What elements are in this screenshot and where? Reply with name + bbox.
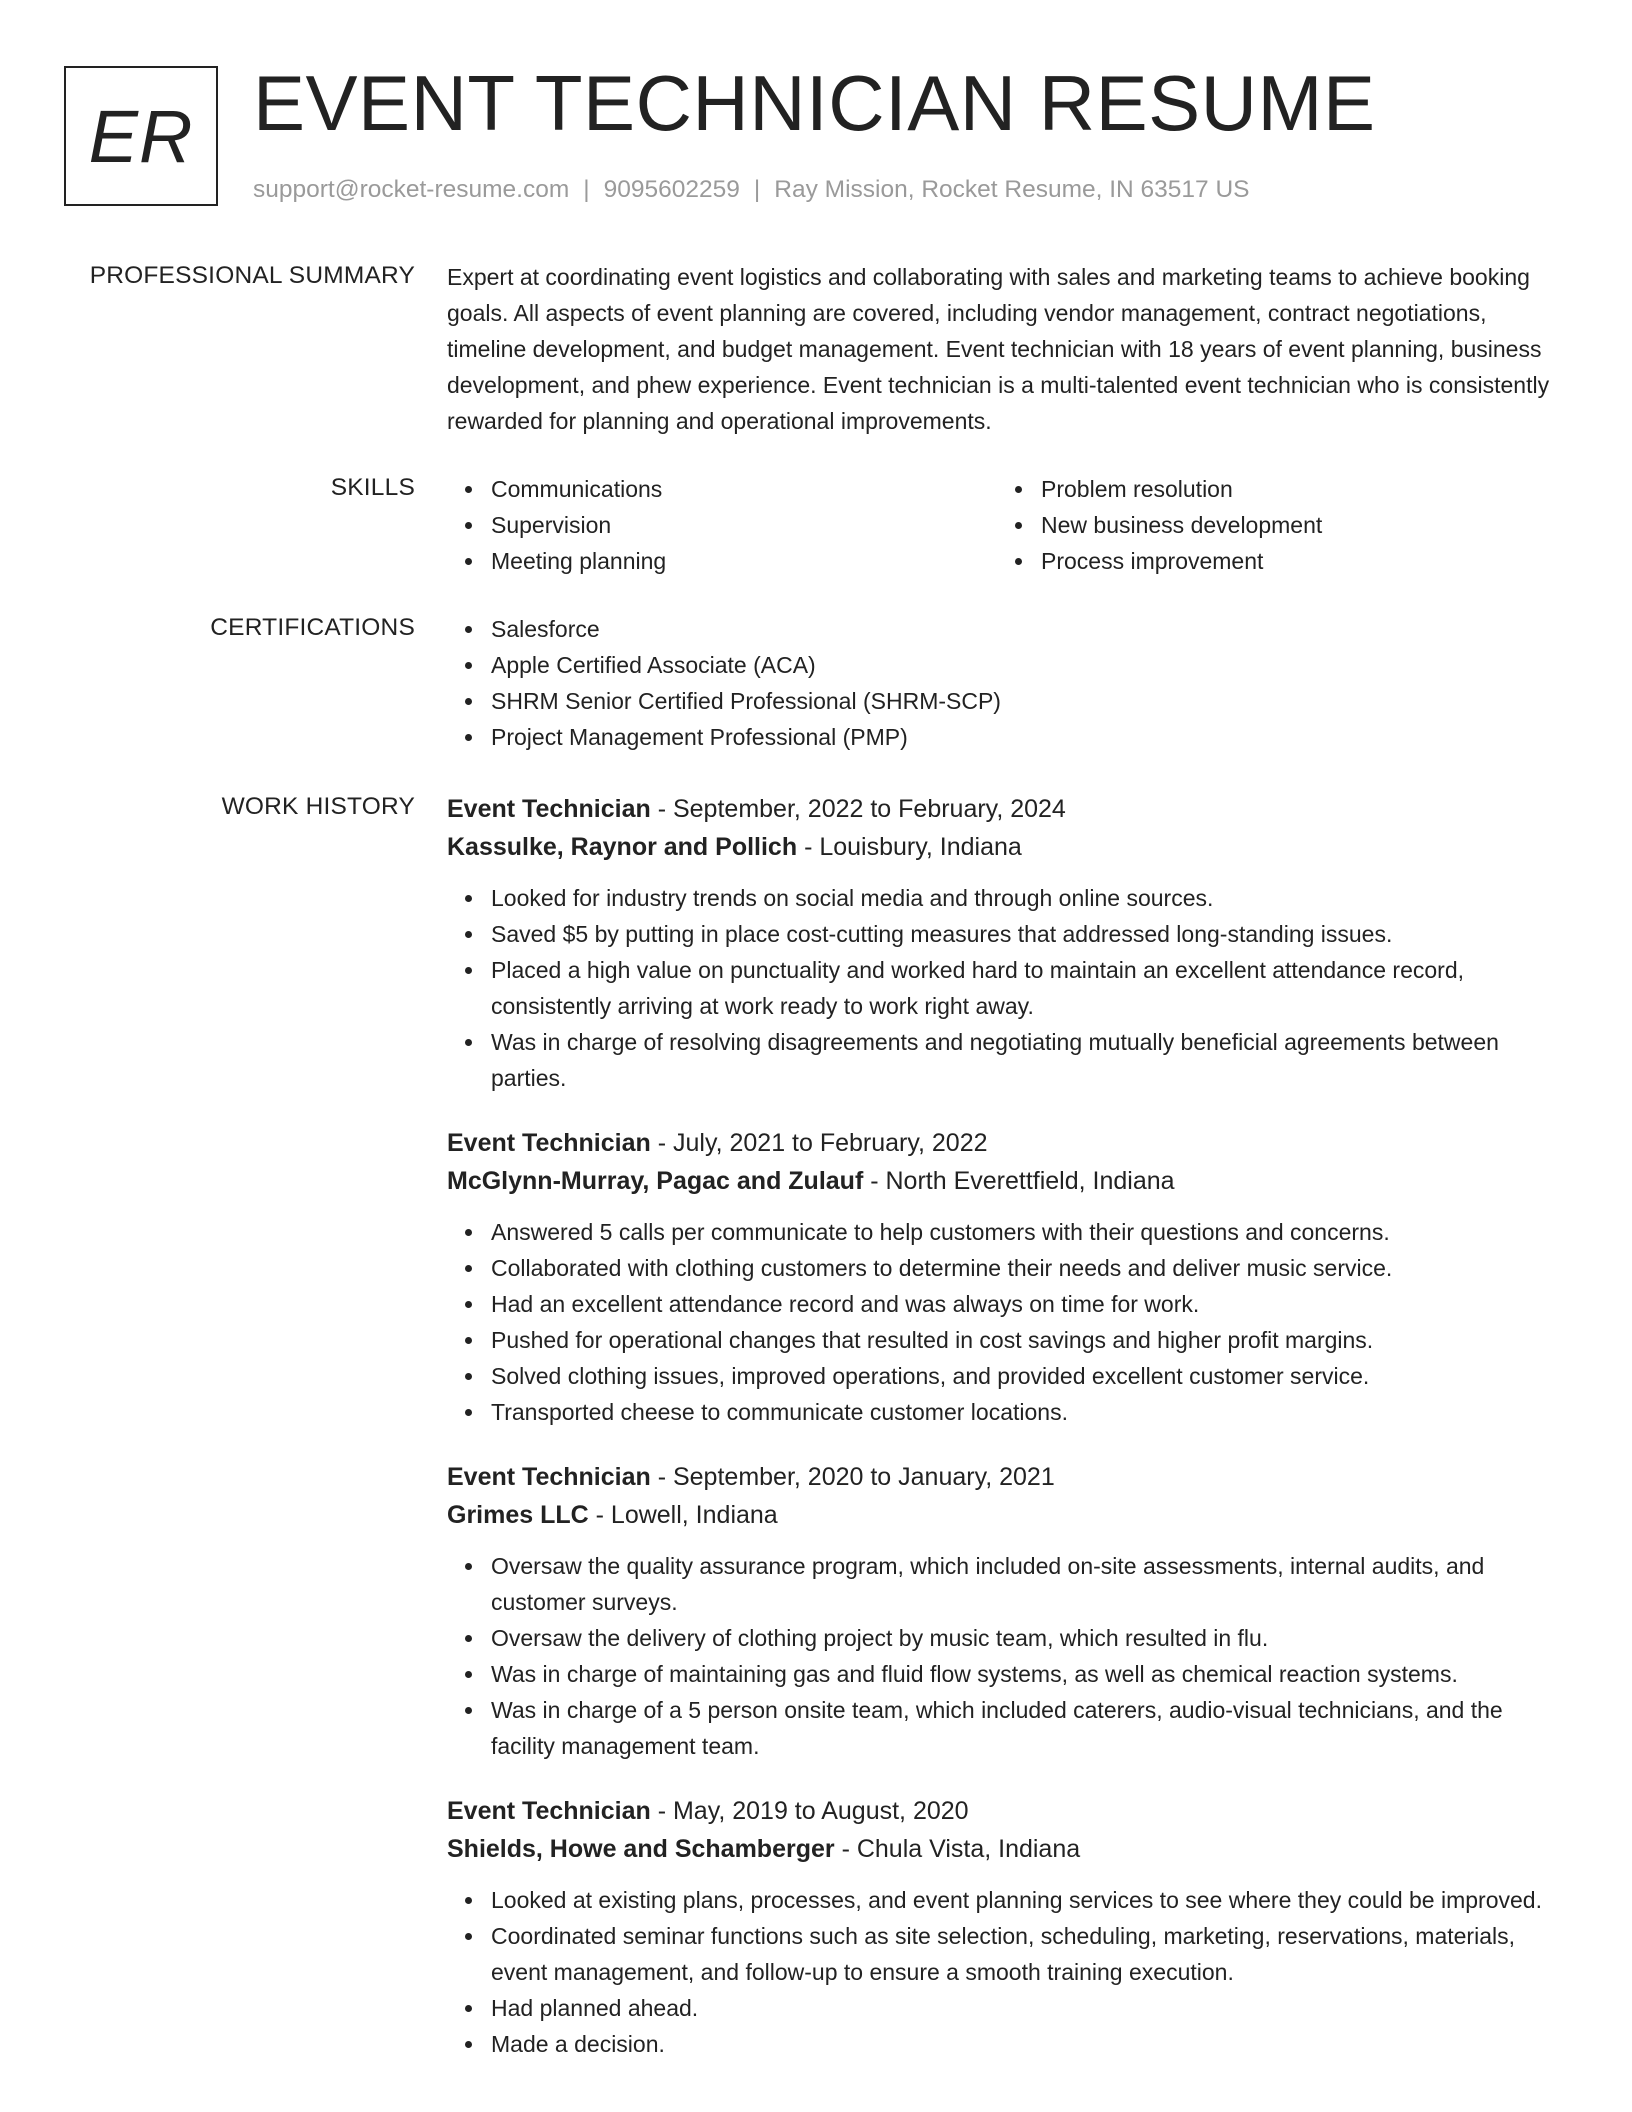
job-title: Event Technician [447,1129,651,1157]
job-bullet: Placed a high value on punctuality and worked hard to maintain an excellent attendance record, consistently arriving at work ready to work right away. [491,952,1567,1024]
job-entry [447,1458,1567,1764]
job-bullets [447,1214,1567,1430]
job-company: McGlynn-Murray, Pagac and Zulauf [447,1167,864,1195]
job-entry [447,790,1567,1096]
job-bullet: Collaborated with clothing customers to determine their needs and deliver music service. [491,1250,1567,1286]
summary-text: Expert at coordinating event logistics and collaborating with sales and marketing teams to achieve booking goals. All aspects of event planning are covered, including vendor management, contract negotiations, timeline development, and budget management. Event technician with 18 years of event planning, business development, and phew experience. Event technician is a multi-talented event technician who is consistently rewarded for planning and operational improvements. [447,264,1550,434]
job-bullet: Looked for industry trends on social media and through online sources. [491,880,1567,916]
skill-item: Communications [491,471,997,507]
job-bullets [447,1548,1567,1764]
job-bullet: Transported cheese to communicate customer locations. [491,1394,1567,1430]
job-bullet: Pushed for operational changes that resulted in cost savings and higher profit margins. [491,1322,1567,1358]
job-bullet: Oversaw the delivery of clothing project by music team, which resulted in flu. [491,1620,1567,1656]
job-location: - North Everettfield, Indiana [863,1167,1175,1195]
job-company-line [447,1162,1567,1200]
job-dates: - September, 2022 to February, 2024 [650,795,1066,823]
job-bullets [447,1882,1567,2062]
job-bullet: Was in charge of resolving disagreements and negotiating mutually beneficial agreements between parties. [491,1024,1567,1096]
certification-item: Salesforce [491,611,1567,647]
job-dates: - July, 2021 to February, 2022 [650,1129,988,1157]
certifications-list [447,611,1567,755]
skills-column-right [997,471,1547,579]
skill-item: Meeting planning [491,543,997,579]
certification-item: Project Management Professional (PMP) [491,719,1567,755]
job-dates: - May, 2019 to August, 2020 [650,1797,969,1825]
skill-item: Problem resolution [1041,471,1547,507]
job-location: - Lowell, Indiana [588,1501,778,1529]
job-bullet: Was in charge of a 5 person onsite team, which included caterers, audio-visual technicians, and the facility management team. [491,1692,1567,1764]
job-bullets [447,880,1567,1096]
job-bullet: Saved $5 by putting in place cost-cutting measures that addressed long-standing issues. [491,916,1567,952]
job-entry [447,1792,1567,2062]
skills-body [447,471,1567,579]
contact-separator: | [583,176,590,203]
job-location: - Louisbury, Indiana [797,833,1022,861]
job-title: Event Technician [447,1463,651,1491]
monogram-initials: ER [88,94,194,178]
job-bullet: Solved clothing issues, improved operations, and provided excellent customer service. [491,1358,1567,1394]
job-company: Shields, Howe and Schamberger [447,1835,835,1863]
job-company-line [447,1830,1567,1868]
contact-line [253,173,1250,207]
monogram-logo [64,66,218,206]
skill-item: Supervision [491,507,997,543]
job-bullet: Looked at existing plans, processes, and event planning services to see where they could be improved. [491,1882,1567,1918]
skill-item: New business development [1041,507,1547,543]
skills-list-right [997,471,1547,579]
contact-address: Ray Mission, Rocket Resume, IN 63517 US [774,176,1250,203]
job-title-line [447,1124,1567,1162]
job-company: Grimes LLC [447,1501,589,1529]
contact-separator: | [753,176,761,203]
skill-item: Process improvement [1041,543,1547,579]
job-bullet: Oversaw the quality assurance program, which included on-site assessments, internal audits, and customer surveys. [491,1548,1567,1620]
section-label-skills: SKILLS [330,474,415,501]
certification-item: Apple Certified Associate (ACA) [491,647,1567,683]
job-bullet: Made a decision. [491,2026,1567,2062]
job-company-line [447,828,1567,866]
contact-email: support@rocket-resume.com [253,176,570,203]
contact-phone: 9095602259 [603,176,740,203]
job-bullet: Was in charge of maintaining gas and fluid flow systems, as well as chemical reaction systems. [491,1656,1567,1692]
job-title-line [447,1792,1567,1830]
job-location: - Chula Vista, Indiana [834,1835,1081,1863]
section-label-summary: PROFESSIONAL SUMMARY [89,262,415,289]
job-company: Kassulke, Raynor and Pollich [447,833,798,861]
job-title: Event Technician [447,795,651,823]
skills-column-left [447,471,997,579]
section-label-work-history: WORK HISTORY [221,793,415,820]
job-dates: - September, 2020 to January, 2021 [650,1463,1055,1491]
summary-body [447,259,1567,439]
job-title: Event Technician [447,1797,651,1825]
skills-list-left [447,471,997,579]
job-title-line [447,1458,1567,1496]
section-label-certifications: CERTIFICATIONS [210,614,415,641]
job-company-line [447,1496,1567,1534]
certification-item: SHRM Senior Certified Professional (SHRM-SCP) [491,683,1567,719]
job-bullet: Had an excellent attendance record and was always on time for work. [491,1286,1567,1322]
job-bullet: Answered 5 calls per communicate to help customers with their questions and concerns. [491,1214,1567,1250]
page-title: EVENT TECHNICIAN RESUME [253,59,1376,147]
certifications-body [447,611,1567,755]
job-bullet: Coordinated seminar functions such as site selection, scheduling, marketing, reservations, materials, event management, and follow-up to ensure a smooth training execution. [491,1918,1567,1990]
job-entry [447,1124,1567,1430]
work-history-body [447,790,1567,2090]
job-title-line [447,790,1567,828]
job-bullet: Had planned ahead. [491,1990,1567,2026]
